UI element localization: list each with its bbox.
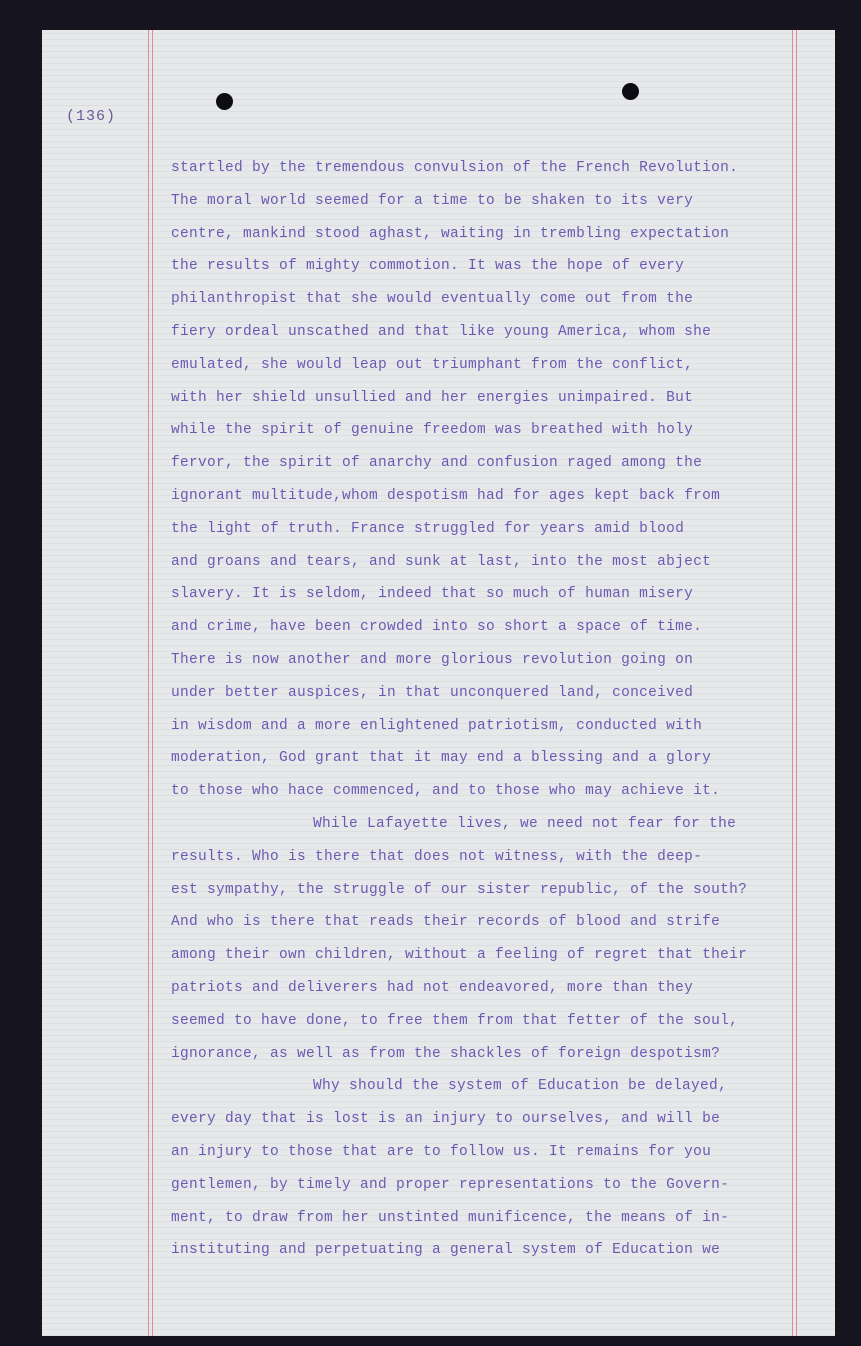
text-line: moderation, God grant that it may end a blessing and a glory	[171, 750, 712, 767]
text-line: to those who hace commenced, and to those who may achieve it.	[171, 783, 721, 800]
text-line: instituting and perpetuating a general system of Education we	[171, 1242, 721, 1259]
text-line: under better auspices, in that unconquered land, conceived	[171, 684, 694, 701]
text-line: the results of mighty commotion. It was the hope of every	[171, 258, 685, 275]
text-line: slavery. It is seldom, indeed that so much of human misery	[171, 586, 694, 603]
text-line: fervor, the spirit of anarchy and confusion raged among the	[171, 455, 703, 472]
text-line: while the spirit of genuine freedom was breathed with holy	[171, 422, 694, 439]
text-line-indented: While Lafayette lives, we need not fear for the	[313, 815, 737, 832]
text-line: ignorance, as well as from the shackles of foreign despotism?	[171, 1045, 721, 1062]
page-number: (136)	[66, 108, 117, 125]
text-line: startled by the tremendous convulsion of the French Revolution.	[171, 160, 739, 176]
text-line: emulated, she would leap out triumphant from the conflict,	[171, 356, 694, 373]
text-line: and groans and tears, and sunk at last, into the most abject	[171, 553, 712, 570]
text-line: ment, to draw from her unstinted munificence, the means of in-	[171, 1209, 730, 1226]
text-line: centre, mankind stood aghast, waiting in trembling expectation	[171, 225, 730, 242]
text-line: the light of truth. France struggled for years amid blood	[171, 520, 685, 537]
text-line: There is now another and more glorious revolution going on	[171, 651, 694, 668]
typed-text-body	[171, 152, 831, 1267]
text-line: and crime, have been crowded into so short a space of time.	[171, 619, 703, 636]
text-line: fiery ordeal unscathed and that like young America, whom she	[171, 323, 712, 340]
text-line: philanthropist that she would eventually come out from the	[171, 291, 694, 308]
punch-hole-right	[622, 83, 639, 100]
text-line: in wisdom and a more enlightened patriotism, conducted with	[171, 717, 703, 734]
punch-hole-left	[216, 93, 233, 110]
left-margin-line-2	[152, 30, 153, 1336]
text-line: The moral world seemed for a time to be shaken to its very	[171, 192, 694, 209]
text-line: among their own children, without a feeling of regret that their	[171, 947, 748, 964]
paper-sheet	[42, 30, 835, 1336]
text-line: an injury to those that are to follow us. It remains for you	[171, 1143, 712, 1160]
left-margin-line-1	[148, 30, 149, 1336]
text-line: And who is there that reads their records of blood and strife	[171, 914, 721, 931]
text-line: patriots and deliverers had not endeavored, more than they	[171, 979, 694, 996]
text-line: gentlemen, by timely and proper representations to the Govern-	[171, 1176, 730, 1193]
text-line: results. Who is there that does not witness, with the deep-	[171, 848, 703, 865]
text-line-indented: Why should the system of Education be delayed,	[313, 1078, 728, 1095]
text-line: with her shield unsullied and her energies unimpaired. But	[171, 389, 694, 406]
text-line: every day that is lost is an injury to ourselves, and will be	[171, 1111, 721, 1128]
text-line: ignorant multitude,whom despotism had for ages kept back from	[171, 487, 721, 504]
text-line: seemed to have done, to free them from that fetter of the soul,	[171, 1012, 739, 1029]
text-line: est sympathy, the struggle of our sister republic, of the south?	[171, 881, 748, 898]
